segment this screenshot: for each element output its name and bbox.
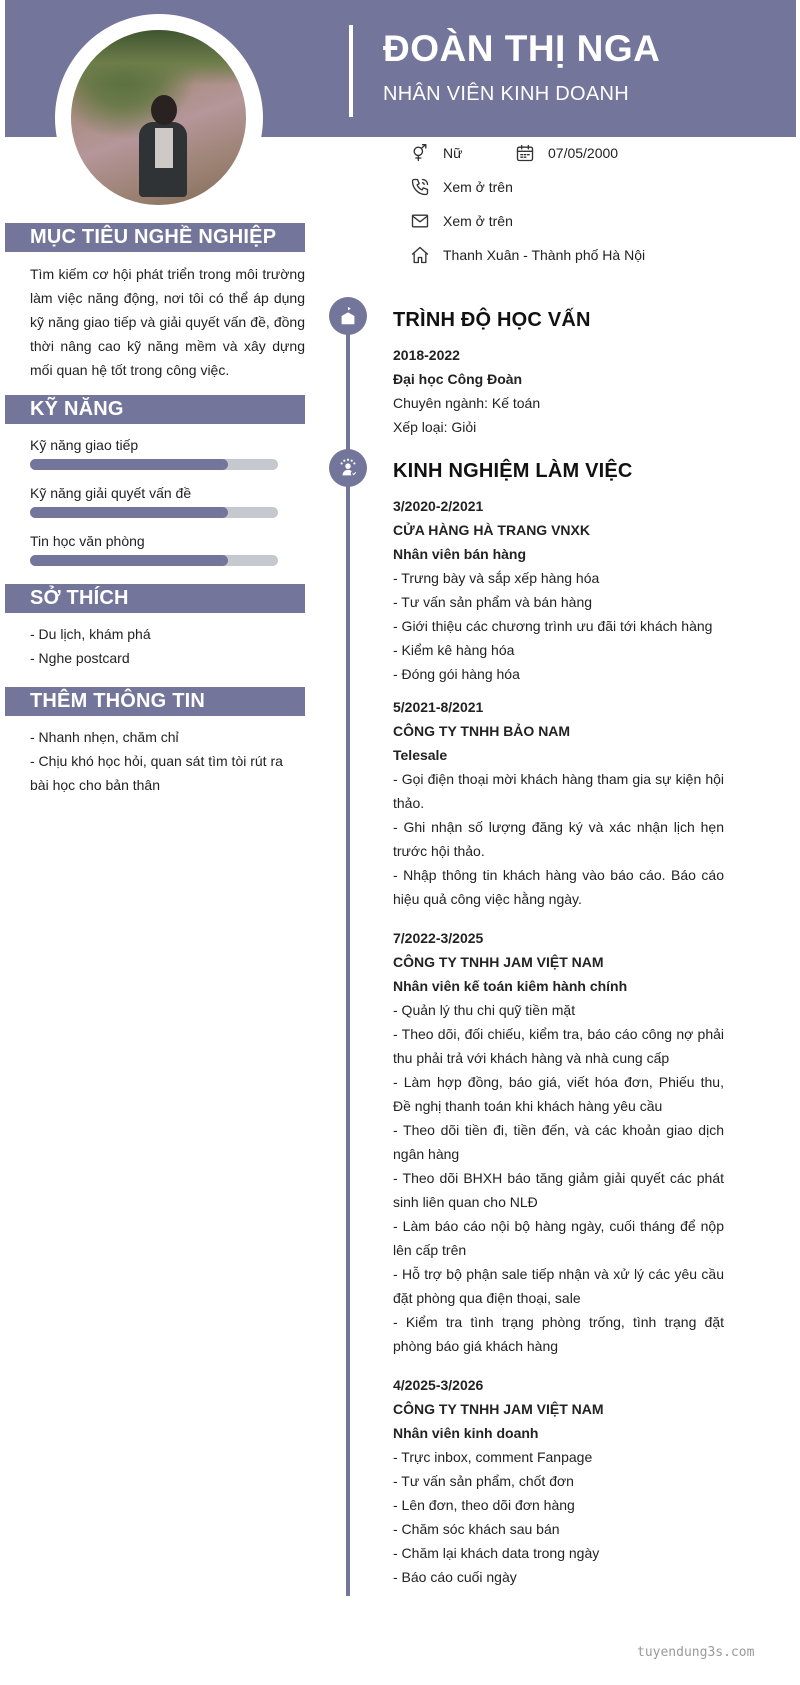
- extra-info-title: THÊM THÔNG TIN: [5, 687, 305, 716]
- job-bullet: - Kiểm kê hàng hóa: [393, 642, 515, 658]
- job-bullet: - Lên đơn, theo dõi đơn hàng: [393, 1497, 575, 1513]
- job-company: CÔNG TY TNHH BẢO NAM: [393, 723, 571, 739]
- objective-text: Tìm kiếm cơ hội phát triển trong môi trường làm việc năng động, nơi tôi có thể áp dụng kỹ năng giao tiếp và giải quyết vấn đề, đồng thời nâng cao kỹ năng mềm và xây dựng mối quan hệ tốt trong công việc.: [30, 266, 305, 378]
- timeline-line: [346, 304, 350, 1596]
- job-bullet: - Làm hợp đồng, báo giá, viết hóa đơn, Phiếu thu, Đề nghị thanh toán khi khách hàng yêu cầu: [393, 1074, 724, 1114]
- job-bullet: - Theo dõi, đối chiếu, kiểm tra, báo cáo công nợ phải thu phải trả với khách hàng và nhà cung cấp: [393, 1026, 724, 1066]
- job-entry: [393, 695, 724, 911]
- watermark: tuyendung3s.com: [637, 1645, 755, 1660]
- job-bullet: - Trưng bày và sắp xếp hàng hóa: [393, 570, 600, 586]
- contact-address: [409, 244, 645, 266]
- skill-label: Kỹ năng giao tiếp: [30, 437, 139, 453]
- contact-phone: [409, 176, 513, 198]
- job-bullet: - Ghi nhận số lượng đăng ký và xác nhận lịch hẹn trước hội thảo.: [393, 819, 724, 859]
- education-major: Chuyên ngành: Kế toán: [393, 395, 541, 411]
- job-entry: [393, 926, 724, 1358]
- job-bullet: - Tư vấn sản phẩm, chốt đơn: [393, 1473, 574, 1489]
- education-period: 2018-2022: [393, 347, 460, 363]
- calendar-icon: [514, 142, 536, 164]
- gender-icon: [409, 142, 431, 164]
- job-period: 3/2020-2/2021: [393, 498, 484, 514]
- job-bullet: - Theo dõi tiền đi, tiền đến, và các khoản giao dịch ngân hàng: [393, 1122, 724, 1162]
- candidate-job-title: NHÂN VIÊN KINH DOANH: [383, 83, 630, 105]
- education-title: TRÌNH ĐỘ HỌC VẤN: [393, 309, 591, 331]
- education-grade: Xếp loại: Giỏi: [393, 419, 477, 435]
- job-bullet: - Báo cáo cuối ngày: [393, 1569, 517, 1585]
- job-bullet: - Tư vấn sản phẩm và bán hàng: [393, 594, 593, 610]
- skill-bar: [30, 555, 278, 566]
- contact-email: [409, 210, 513, 232]
- job-bullet: - Theo dõi BHXH báo tăng giảm giải quyết các phát sinh liên quan cho NLĐ: [393, 1170, 724, 1210]
- job-bullet: - Làm báo cáo nội bộ hàng ngày, cuối tháng để nộp lên cấp trên: [393, 1218, 724, 1258]
- job-bullet: - Nhập thông tin khách hàng vào báo cáo. Báo cáo hiệu quả công việc hằng ngày.: [393, 867, 724, 907]
- education-school: Đại học Công Đoàn: [393, 371, 523, 387]
- skills-title: KỸ NĂNG: [5, 395, 305, 424]
- skill-label: Kỹ năng giải quyết vấn đề: [30, 485, 192, 501]
- job-entry: [393, 1373, 724, 1589]
- birthdate-value: 07/05/2000: [548, 145, 619, 161]
- extra-info-item: - Nhanh nhẹn, chăm chỉ: [30, 729, 179, 745]
- hobby-item: - Du lịch, khám phá: [30, 626, 151, 642]
- skill-bar: [30, 459, 278, 470]
- job-role: Nhân viên bán hàng: [393, 546, 527, 562]
- contact-gender: [409, 142, 462, 164]
- email-value: Xem ở trên: [443, 213, 513, 229]
- team-icon: [329, 449, 367, 487]
- contact-birthdate: [514, 142, 618, 164]
- job-role: Nhân viên kế toán kiêm hành chính: [393, 978, 628, 994]
- job-bullet: - Gọi điện thoại mời khách hàng tham gia sự kiện hội thảo.: [393, 771, 724, 811]
- hobby-item: - Nghe postcard: [30, 650, 130, 666]
- extra-info-item: - Chịu khó học hỏi, quan sát tìm tòi rút ra bài học cho bản thân: [30, 753, 283, 793]
- home-icon: [409, 244, 431, 266]
- job-bullet: - Trực inbox, comment Fanpage: [393, 1449, 593, 1465]
- job-role: Nhân viên kinh doanh: [393, 1425, 539, 1441]
- job-bullet: - Đóng gói hàng hóa: [393, 666, 520, 682]
- job-bullet: - Quản lý thu chi quỹ tiền mặt: [393, 1002, 576, 1018]
- school-icon: [329, 297, 367, 335]
- job-period: 5/2021-8/2021: [393, 699, 484, 715]
- avatar: [71, 30, 246, 205]
- phone-icon: [409, 176, 431, 198]
- experience-title: KINH NGHIỆM LÀM VIỆC: [393, 460, 633, 482]
- job-entry: [393, 494, 724, 686]
- job-bullet: - Chăm sóc khách sau bán: [393, 1521, 560, 1537]
- skill-bar: [30, 507, 278, 518]
- job-bullet: - Hỗ trợ bộ phận sale tiếp nhận và xử lý các yêu cầu đặt phòng qua điện thoại, sale: [393, 1266, 724, 1306]
- objective-title: MỤC TIÊU NGHỀ NGHIỆP: [5, 223, 305, 252]
- education-entry: [393, 343, 724, 439]
- job-bullet: - Giới thiệu các chương trình ưu đãi tới khách hàng: [393, 618, 713, 634]
- job-bullet: - Chăm lại khách data trong ngày: [393, 1545, 600, 1561]
- job-bullet: - Kiểm tra tình trạng phòng trống, tình trạng đặt phòng báo giá khách hàng: [393, 1314, 724, 1354]
- envelope-icon: [409, 210, 431, 232]
- skill-label: Tin học văn phòng: [30, 533, 145, 549]
- job-role: Telesale: [393, 747, 448, 763]
- gender-value: Nữ: [443, 145, 463, 161]
- job-company: CÔNG TY TNHH JAM VIỆT NAM: [393, 954, 604, 970]
- phone-value: Xem ở trên: [443, 179, 513, 195]
- job-company: CÔNG TY TNHH JAM VIỆT NAM: [393, 1401, 604, 1417]
- header-divider: [349, 25, 353, 117]
- job-period: 7/2022-3/2025: [393, 930, 484, 946]
- candidate-name: ĐOÀN THỊ NGA: [383, 28, 661, 69]
- address-value: Thanh Xuân - Thành phố Hà Nội: [443, 247, 646, 263]
- hobbies-title: SỞ THÍCH: [5, 584, 305, 613]
- job-company: CỬA HÀNG HÀ TRANG VNXK: [393, 522, 590, 538]
- job-period: 4/2025-3/2026: [393, 1377, 484, 1393]
